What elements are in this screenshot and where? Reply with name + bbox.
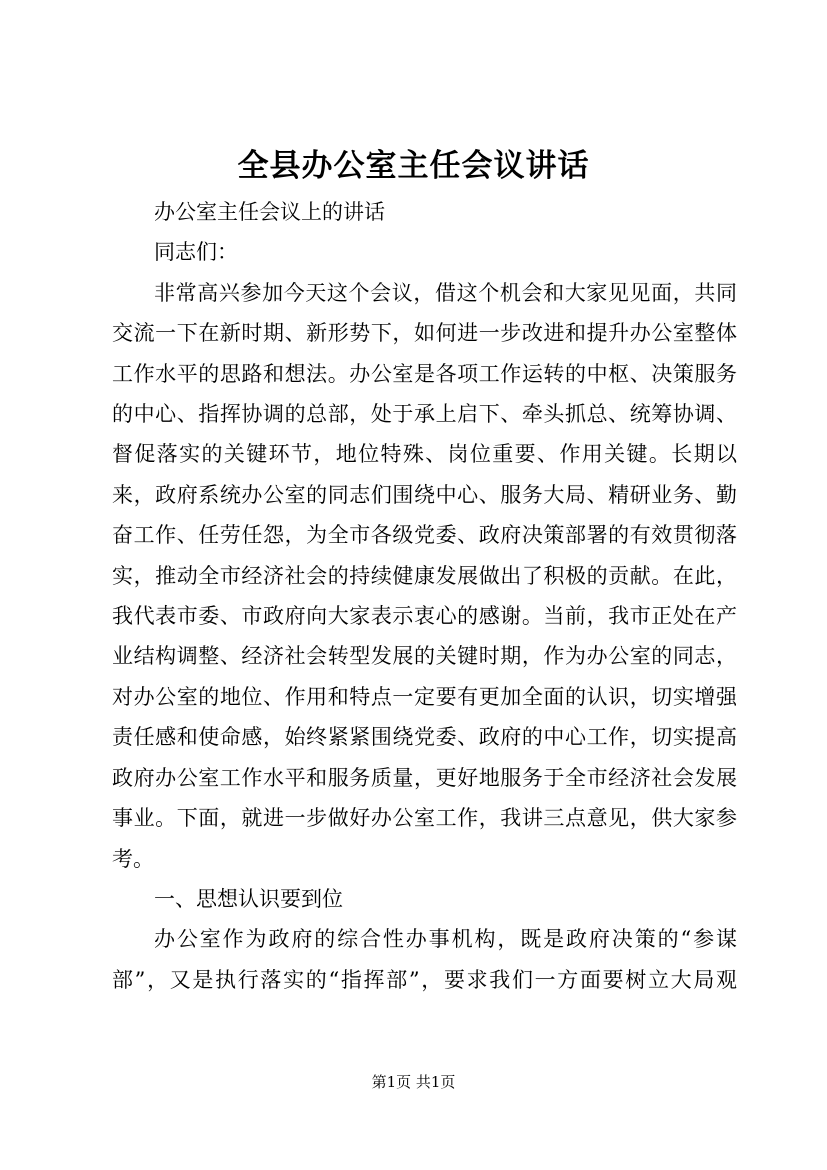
salutation: 同志们： bbox=[154, 240, 238, 265]
section-heading-1: 一、思想认识要到位 bbox=[154, 886, 343, 911]
paragraph-intro: 非常高兴参加今天这个会议，借这个机会和大家见见面，共同交流一下在新时期、新形势下，如何进一步改进和提升办公室整体工作水平的思路和想法。办公室是各项工作运转的中枢、决策服务的中心、指挥协调的总部，处于承上启下、牵头抓总、统筹协调、督促落实的关键环节，地位特殊、岗位重要、作用关键。长期以来，政府系统办公室的同志们围绕中心、服务大局、精研业务、勤奋工作、任劳任怨，为全市各级党委、政府决策部署的有效贯彻落实，推动全市经济社会的持续健康发展做出了积极的贡献。在此，我代表市委、市政府向大家表示衷心的感谢。当前，我市正处在产业结构调整、经济社会转型发展的关键时期，作为办公室的同志，对办公室的地位、作用和特点一定要有更加全面的认识，切实增强责任感和使命感，始终紧紧围绕党委、政府的中心工作，切实提高政府办公室工作水平和服务质量，更好地服务于全市经济社会发展事业。下面，就进一步做好办公室工作，我讲三点意见，供大家参考。 bbox=[112, 280, 737, 871]
page-title: 全县办公室主任会议讲话 bbox=[237, 148, 590, 184]
paragraph-section-1: 办公室作为政府的综合性办事机构，既是政府决策的“参谋部”，又是执行落实的“指挥部”，要求我们一方面要树立大局观 bbox=[112, 927, 737, 992]
speech-subtitle: 办公室主任会议上的讲话 bbox=[154, 200, 385, 224]
page-number: 第1页 共1页 bbox=[371, 1073, 456, 1091]
document-body bbox=[112, 192, 737, 1000]
